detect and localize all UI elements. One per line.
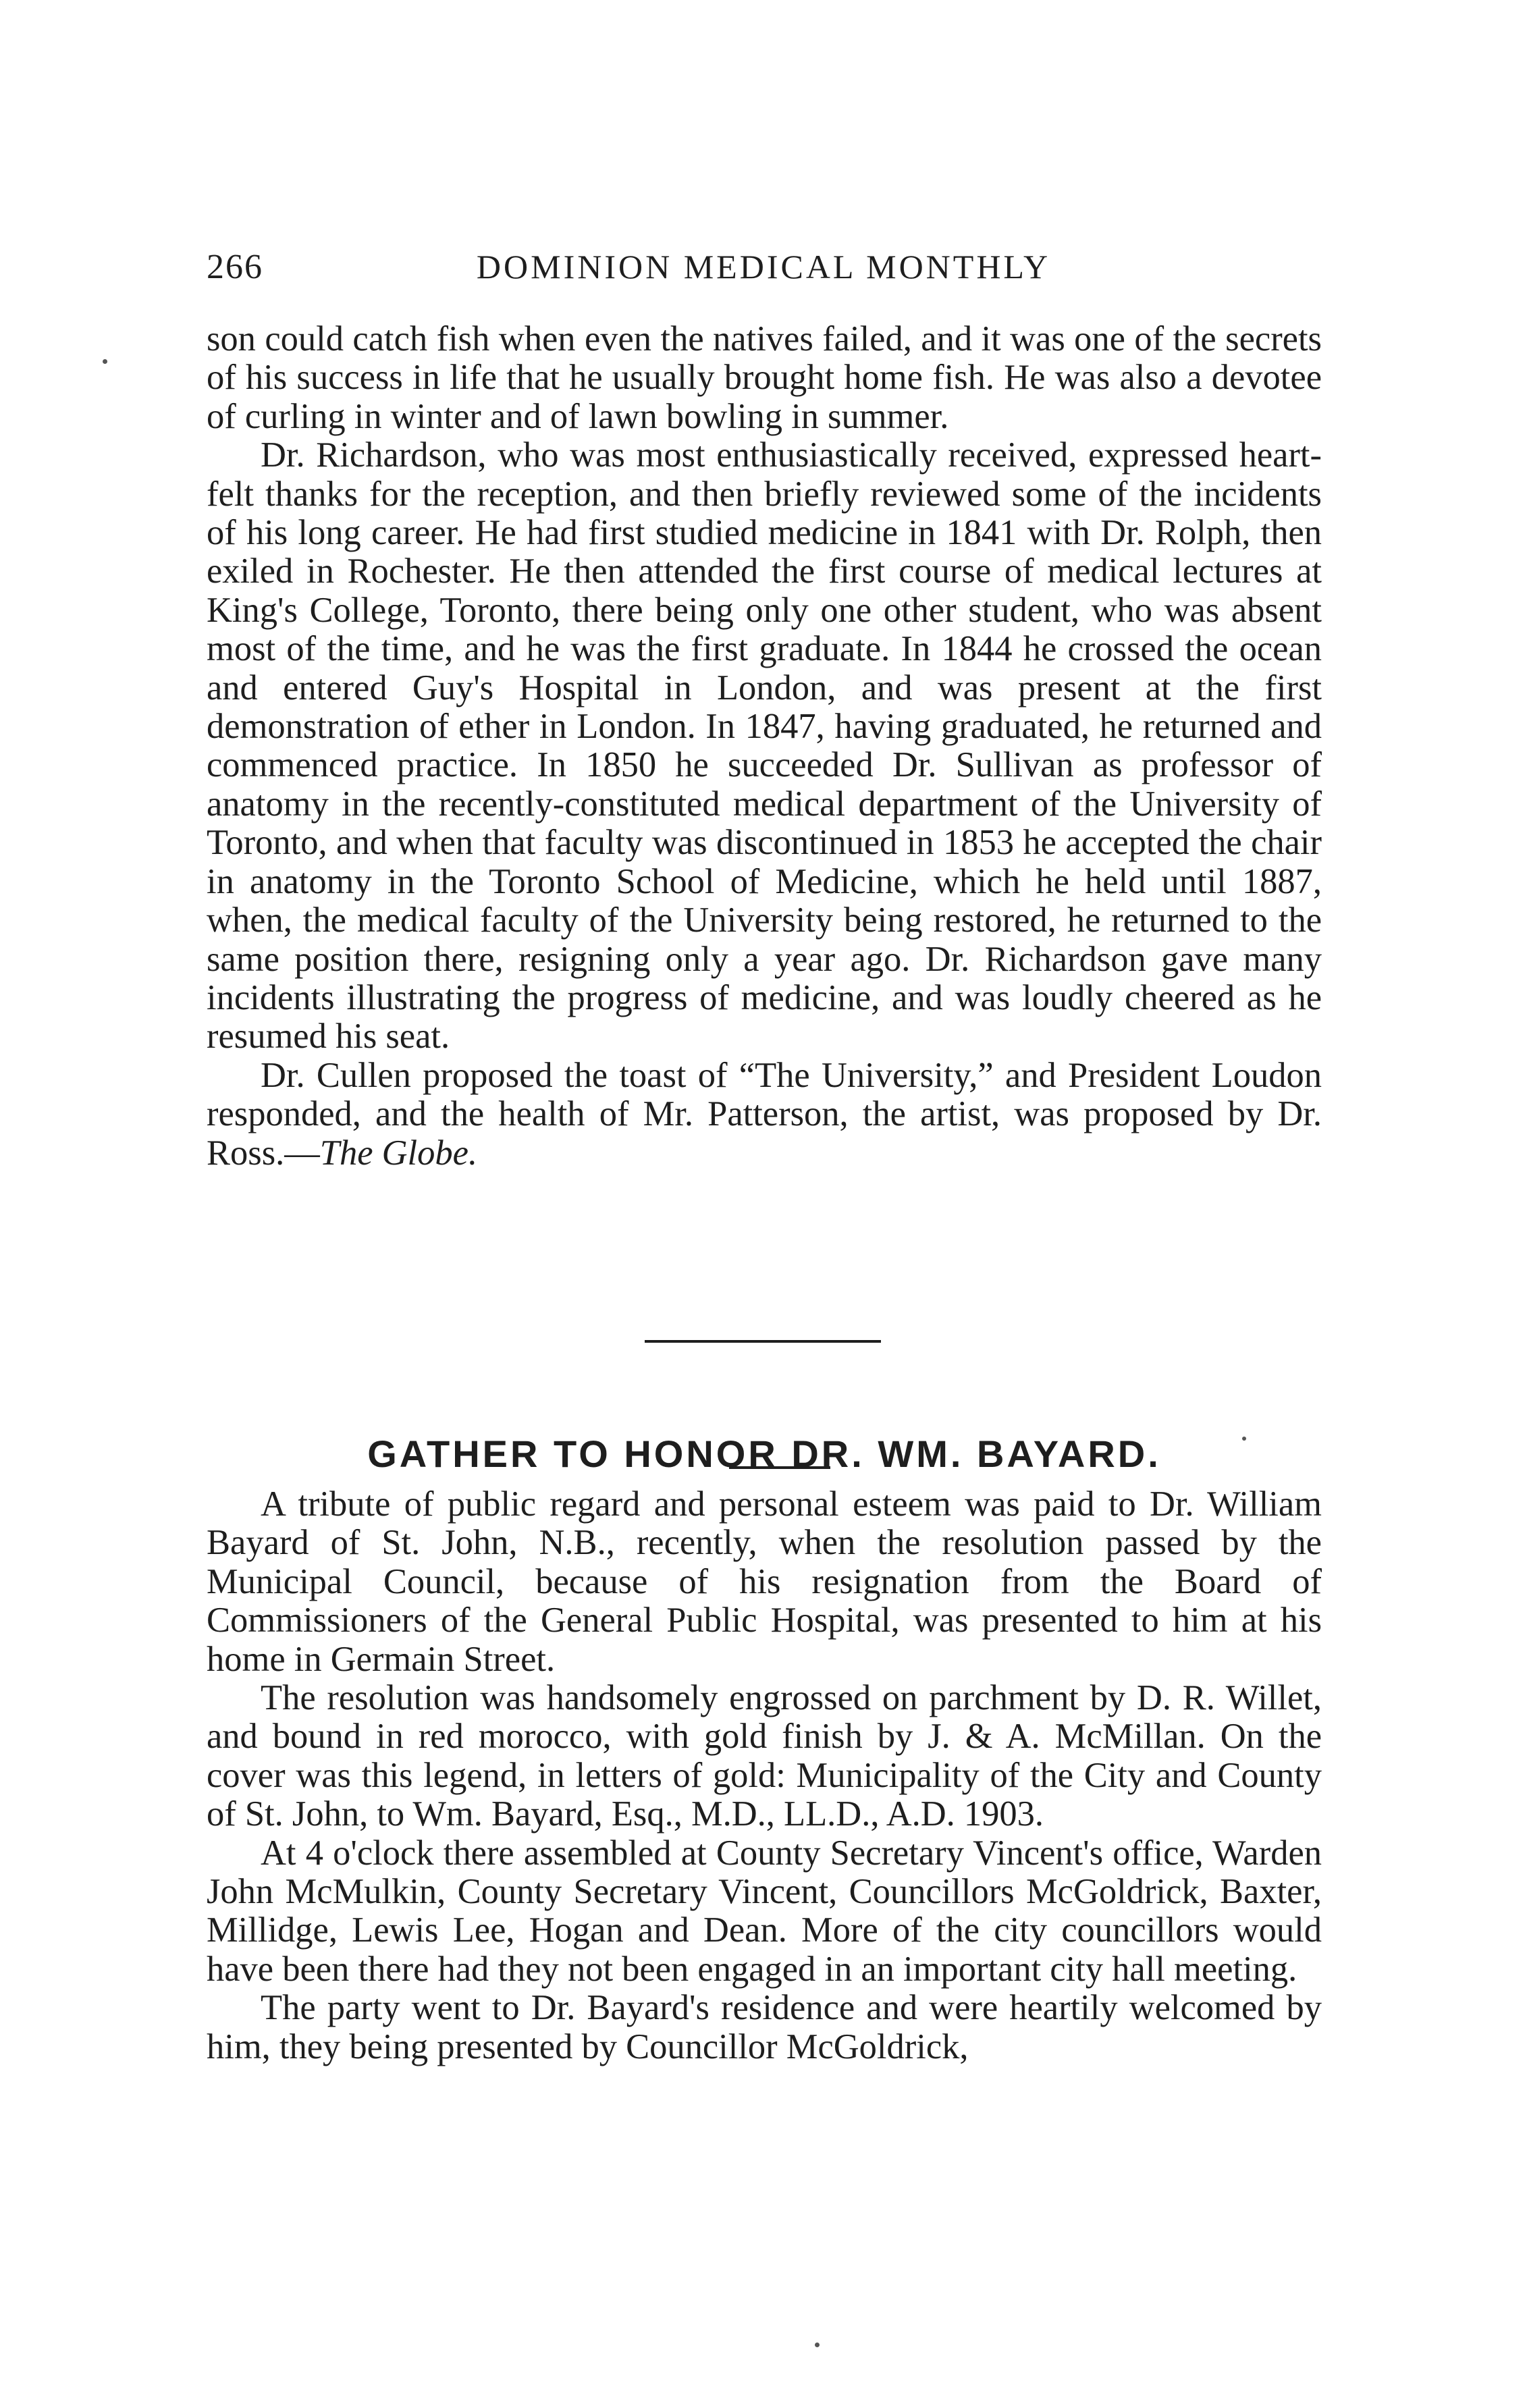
paragraph: A tribute of public regard and personal esteem was paid to Dr. William Bayard of St. John, N.B., recently, when the resolution passed by the Municipal Council, because of his resignation from the Board of Commissioners of the General Public Hospital, was presented to him at his home in Germain Street. bbox=[207, 1484, 1322, 1679]
page-header bbox=[207, 247, 1320, 294]
article-title: GATHER TO HONOR DR. WM. BAYARD. bbox=[367, 1433, 1161, 1476]
title-underline bbox=[729, 1466, 830, 1469]
page-number: 266 bbox=[207, 248, 263, 286]
closing-paragraph-text: Dr. Cullen proposed the toast of “The University,” and President Loudon responded, and the health of Mr. Patterson, the artist, was proposed by Dr. Ross.— bbox=[207, 1055, 1322, 1173]
paragraph: son could catch fish when even the natives failed, and it was one of the secrets of his success in life that he usually brought home fish. He was also a devotee of curling in winter and of lawn bowling in summer. bbox=[207, 319, 1322, 436]
article-bayard bbox=[207, 1485, 1322, 2066]
source-attribution: The Globe. bbox=[319, 1133, 478, 1173]
paragraph: The resolution was handsomely engrossed on parchment by D. R. Willet, and bound in red morocco, with gold finish by J. & A. McMillan. On the cover was this legend, in letters of gold: Municipality of the City and County of St. John, to Wm. Bayard, Esq., M.D., LL.D., A.D. 1903. bbox=[207, 1678, 1322, 1834]
paragraph: At 4 o'clock there assembled at County Secretary Vincent's office, Warden John McMulkin, County Secretary Vincent, Councillors McGoldrick, Baxter, Millidge, Lewis Lee, Hogan and Dean. More of the city councillors would have been there had they not been engaged in an important city hall meeting. bbox=[207, 1833, 1322, 1989]
closing-paragraph bbox=[207, 1056, 1322, 1173]
section-divider bbox=[645, 1340, 881, 1343]
paragraph: Dr. Richardson, who was most enthusiastically received, expressed heart-felt thanks for the reception, and then briefly reviewed some of the incidents of his long career. He had first studied medicine in 1841 with Dr. Rolph, then exiled in Rochester. He then attended the first course of medical lectures at King's College, Toronto, there being only one other student, who was absent most of the time, and he was the first graduate. In 1844 he crossed the ocean and entered Guy's Hospital in London, and was present at the first demonstration of ether in London. In 1847, having graduated, he returned and commenced practice. In 1850 he succeeded Dr. Sullivan as professor of anatomy in the recently-constituted medical department of the University of Toronto, and when that faculty was discontinued in 1853 he accepted the chair in anatomy in the Toronto School of Medicine, which he held until 1887, when, the medical faculty of the University being restored, he returned to the same position there, resigning only a year ago. Dr. Richardson gave many incidents illustrating the progress of medicine, and was loudly cheered as he resumed his seat. bbox=[207, 435, 1322, 1056]
scan-speck bbox=[815, 2343, 820, 2347]
scan-speck bbox=[1242, 1437, 1246, 1441]
article-richardson-continued bbox=[207, 320, 1322, 1173]
running-title: DOMINION MEDICAL MONTHLY bbox=[476, 248, 1051, 286]
paragraph: The party went to Dr. Bayard's residence and were heartily welcomed by him, they being presented by Councillor McGoldrick, bbox=[207, 1988, 1322, 2066]
scan-speck bbox=[103, 359, 107, 364]
